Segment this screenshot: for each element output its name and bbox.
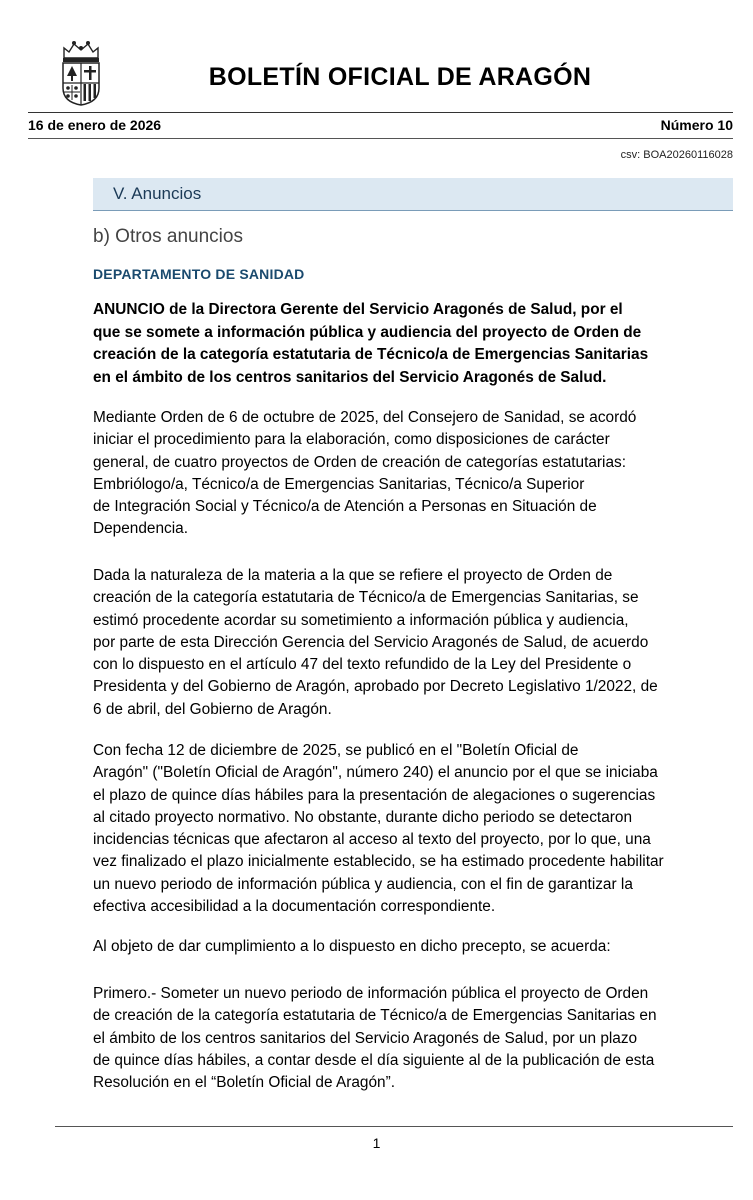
text-line: Primero.- Someter un nuevo periodo de información pública el proyecto de Orden: [93, 985, 649, 1002]
paragraph-public-information: [93, 565, 733, 721]
header-divider: [28, 112, 733, 113]
announcement-heading: [93, 299, 723, 389]
text-line: el plazo de quince días hábiles para la presentación de alegaciones o sugerencias: [93, 786, 656, 804]
text-line: Aragón" ("Boletín Oficial de Aragón", número 240) el anuncio por el que se iniciaba: [93, 764, 658, 782]
heading-line: que se somete a información pública y audiencia del proyecto de Orden de: [93, 323, 642, 341]
text-line: el ámbito de los centros sanitarios del Servicio Aragonés de Salud, por un plazo: [93, 1029, 638, 1047]
paragraph-order-background: [93, 407, 733, 541]
subsection-title: b) Otros anuncios: [93, 226, 243, 247]
text-line: estimó procedente acordar su sometimiento a información pública y audiencia,: [93, 611, 629, 629]
text-line: Resolución en el “Boletín Oficial de Aragón”.: [93, 1074, 395, 1092]
gazette-title: BOLETÍN OFICIAL DE ARAGÓN: [208, 63, 592, 91]
text-line: creación de la categoría estatutaria de Técnico/a de Emergencias Sanitarias, se: [93, 589, 639, 607]
section-banner: [93, 178, 733, 211]
text-line: vez finalizado el plazo inicialmente establecido, se ha estimado procedente habilitar: [93, 853, 664, 871]
text-line: de Integración Social y Técnico/a de Atención a Personas en Situación de: [93, 498, 597, 516]
heading-line: en el ámbito de los centros sanitarios del Servicio Aragonés de Salud.: [93, 368, 607, 386]
text-line: un nuevo periodo de información pública y audiencia, con el fin de garantizar la: [93, 875, 633, 893]
text-line: Al objeto de dar cumplimiento a lo dispuesto en dicho precepto, se acuerda:: [93, 938, 611, 955]
text-line: 6 de abril, del Gobierno de Aragón.: [93, 700, 332, 718]
text-line: de creación de la categoría estatutaria de Técnico/a de Emergencias Sanitarias en: [93, 1007, 657, 1025]
text-line: Mediante Orden de 6 de octubre de 2025, del Consejero de Sanidad, se acordó: [93, 409, 637, 426]
text-line: Dependencia.: [93, 520, 188, 538]
heading-line: creación de la categoría estatutaria de Técnico/a de Emergencias Sanitarias: [93, 346, 649, 363]
issue-number: Número 10: [660, 117, 733, 133]
text-line: de quince días hábiles, a contar desde el día siguiente al de la publicación de esta: [93, 1051, 655, 1069]
issue-date: 16 de enero de 2026: [28, 117, 162, 133]
coat-of-arms-icon: [58, 38, 104, 106]
section-title: V. Anuncios: [113, 184, 202, 203]
paragraph-first-resolution: [93, 983, 733, 1094]
text-line: Presidenta y del Gobierno de Aragón, aprobado por Decreto Legislativo 1/2022, de: [93, 678, 658, 696]
paragraph-agreement-intro: [93, 936, 733, 958]
text-line: con lo dispuesto en el artículo 47 del texto refundido de la Ley del Presidente o: [93, 656, 632, 674]
page-number: 1: [372, 1135, 381, 1151]
text-line: Con fecha 12 de diciembre de 2025, se publicó en el "Boletín Oficial de: [93, 742, 579, 759]
text-line: efectiva accesibilidad a la documentación correspondiente.: [93, 898, 496, 916]
footer-divider: [55, 1126, 733, 1127]
text-line: por parte de esta Dirección Gerencia del Servicio Aragonés de Salud, de acuerdo: [93, 633, 649, 651]
department-name: DEPARTAMENTO DE SANIDAD: [93, 266, 305, 282]
text-line: iniciar el procedimiento para la elaboración, como disposiciones de carácter: [93, 431, 610, 449]
text-line: Dada la naturaleza de la materia a la que se refiere el proyecto de Orden de: [93, 567, 613, 584]
heading-line: ANUNCIO de la Directora Gerente del Servicio Aragonés de Salud, por el: [93, 301, 623, 318]
text-line: al citado proyecto normativo. No obstante, durante dicho periodo se detectaron: [93, 808, 633, 826]
csv-code: csv: BOA20260116028: [620, 149, 733, 161]
paragraph-technical-incidents: [93, 740, 733, 918]
text-line: general, de cuatro proyectos de Orden de creación de categorías estatutarias:: [93, 453, 627, 471]
header-divider-secondary: [28, 138, 733, 139]
text-line: Embriólogo/a, Técnico/a de Emergencias Sanitarias, Técnico/a Superior: [93, 475, 585, 493]
text-line: incidencias técnicas que afectaron al acceso al texto del proyecto, por lo que, una: [93, 831, 651, 849]
